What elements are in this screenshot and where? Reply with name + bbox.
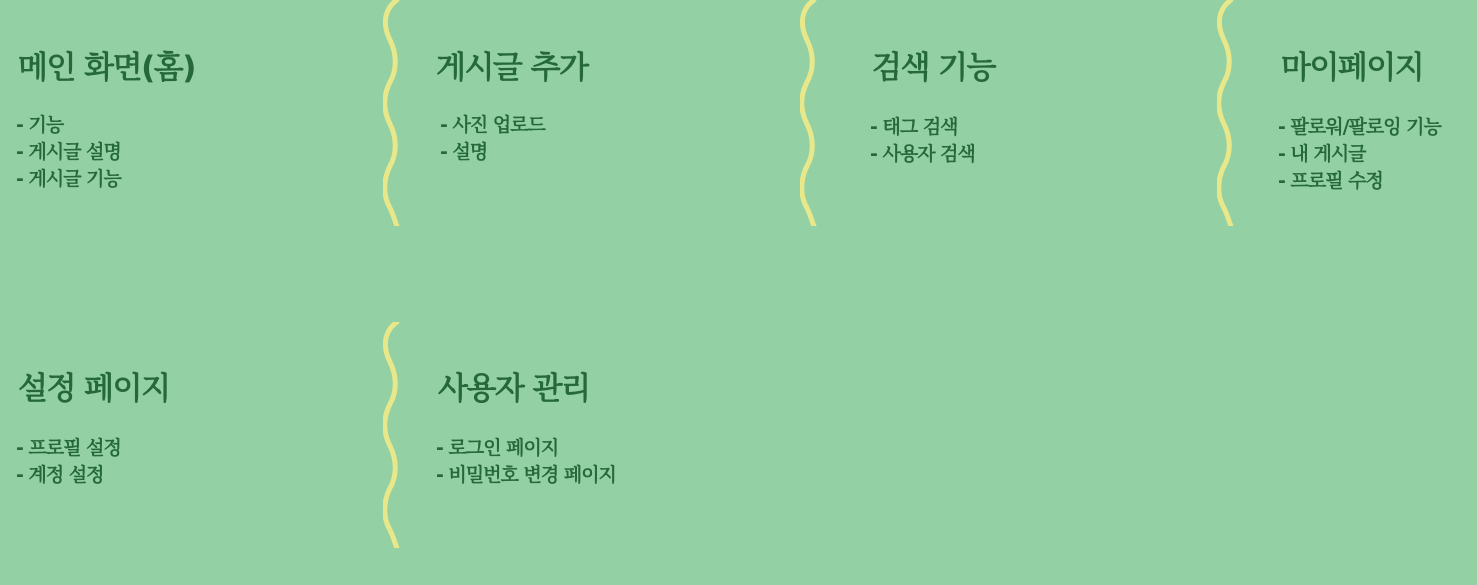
- list-item: - 태그 검색: [870, 116, 958, 139]
- feature-list: [436, 435, 616, 489]
- list-item: - 팔로워/팔로잉 기능: [1278, 116, 1441, 139]
- list-item: - 계정 설정: [16, 464, 104, 487]
- feature-list: [1278, 114, 1441, 195]
- list-item: - 사진 업로드: [440, 114, 545, 137]
- squiggle-divider: [383, 0, 407, 226]
- list-item: - 사용자 검색: [870, 143, 975, 166]
- list-item: - 프로필 설정: [16, 437, 121, 460]
- list-item: - 로그인 페이지: [436, 437, 559, 460]
- section-user-management: [438, 371, 616, 489]
- section-title: 마이페이지: [1281, 50, 1424, 86]
- section-title: 설정 페이지: [18, 371, 170, 407]
- squiggle-divider: [800, 0, 824, 226]
- list-item: - 게시글 기능: [16, 168, 121, 191]
- squiggle-divider: [383, 322, 407, 548]
- section-main-home: [18, 50, 195, 193]
- section-title: 사용자 관리: [438, 371, 590, 407]
- feature-list: [440, 112, 588, 166]
- list-item: - 내 게시글: [1278, 143, 1366, 166]
- section-add-post: [436, 50, 588, 166]
- feature-list: [16, 112, 195, 193]
- section-search: [872, 50, 995, 168]
- section-my-page: [1278, 50, 1441, 195]
- feature-list: [16, 435, 170, 489]
- section-title: 메인 화면(홈): [18, 50, 195, 86]
- section-title: 검색 기능: [872, 50, 996, 86]
- list-item: - 설명: [440, 141, 488, 164]
- list-item: - 비밀번호 변경 페이지: [436, 464, 616, 487]
- list-item: - 게시글 설명: [16, 141, 121, 164]
- section-title: 게시글 추가: [436, 50, 588, 86]
- list-item: - 프로필 수정: [1278, 170, 1383, 193]
- list-item: - 기능: [16, 114, 64, 137]
- feature-list: [870, 114, 995, 168]
- squiggle-divider: [1217, 0, 1241, 226]
- section-settings: [18, 371, 170, 489]
